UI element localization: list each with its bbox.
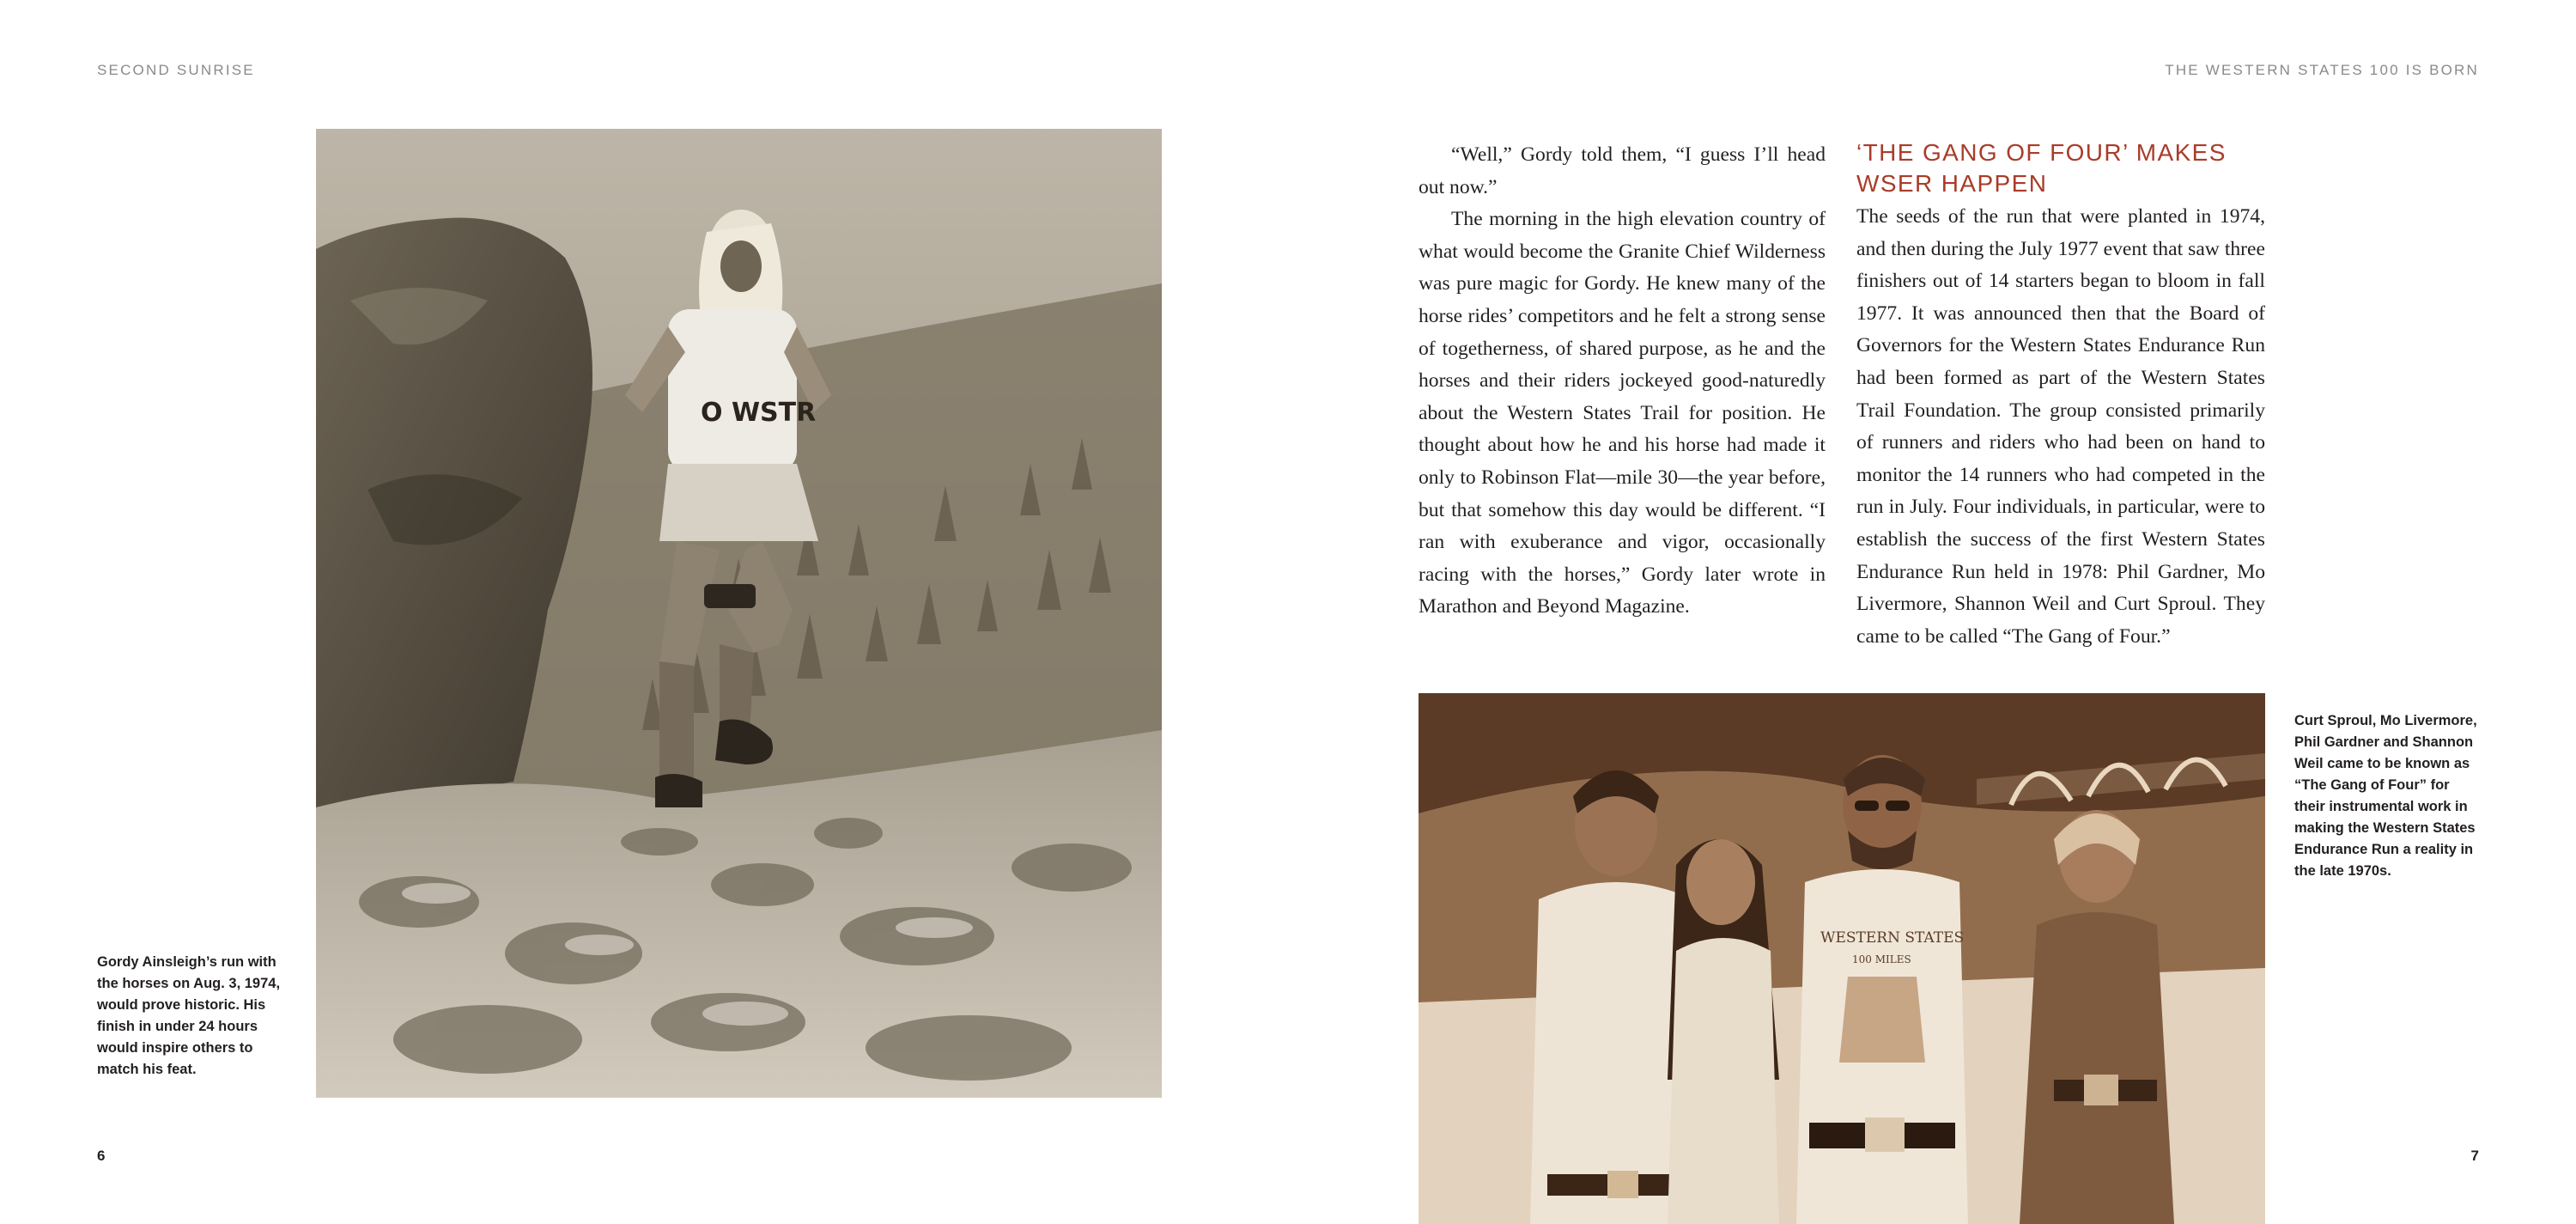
photo-caption-gang: Curt Sproul, Mo Livermore, Phil Gardner and Shannon Weil came to be known as “The Gang of Four” for their instrumental work in making the Western States Endurance Run a reality in the late 1970s. [2294,713,2477,879]
section-heading-line-1: ‘THE GANG OF FOUR’ MAKES [1856,139,2227,166]
body-column-left [1419,139,1826,624]
photo-gang-illustration [1419,693,2265,1224]
body-paragraph-3: The seeds of the run that were planted in 1974, and then during the July 1977 event that saw three finishers out of 14 starters began to bloom in fall 1977. It was announced then that the Board of Governors for the Western States Endurance Run had been formed as part of the Western States Trail Foundation. The group consisted primarily of runners and riders who had been on hand to monitor the 14 runners who had competed in the run in July. Four individuals, in particular, were to establish the success of the first Western States Endurance Run held in 1978: Phil Gardner, Mo Livermore, Shannon Weil and Curt Sproul. They came to be called “The Gang of Four.” [1856,205,2265,648]
page-number-right: 7 [2470,1148,2479,1164]
section-heading [1856,137,2265,199]
photo-gordy-illustration [316,129,1162,1098]
runner-shirt-text: O WSTR [701,398,817,428]
body-column-right [1856,137,2265,653]
running-head-right: THE WESTERN STATES 100 IS BORN [2165,62,2479,78]
body-paragraph-1: “Well,” Gordy told them, “I guess I’ll head out now.” [1419,143,1826,198]
photo-gordy-ainsleigh [316,129,1162,1098]
body-paragraph-2: The morning in the high elevation country of what would become the Granite Chief Wilderness was pure magic for Gordy. He knew many of the horse rides’ competitors and he felt a strong sense of togetherness, of shared purpose, as he and the horses and their riders jockeyed good-naturedly about the Western States Trail for position. He thought about how he and his horse had made it only to Robinson Flat—mile 30—the year before, but that somehow this day would be different. “I ran with exuberance and vigor, occasionally racing with the horses,” Gordy later wrote in Marathon and Beyond Magazine. [1419,208,1826,618]
gang-shirt-text-top: WESTERN STATES [1820,929,1965,947]
section-heading-line-2: WSER HAPPEN [1856,170,2048,197]
photo-gang-of-four [1419,693,2265,1224]
gang-shirt-text-bottom: 100 MILES [1852,953,1911,965]
running-head-left: SECOND SUNRISE [97,62,255,78]
photo-caption-gordy: Gordy Ainsleigh’s run with the horses on Aug. 3, 1974, would prove historic. His finish in under 24 hours would inspire others to match his feat. [97,954,281,1077]
page-number-left: 6 [97,1148,106,1164]
